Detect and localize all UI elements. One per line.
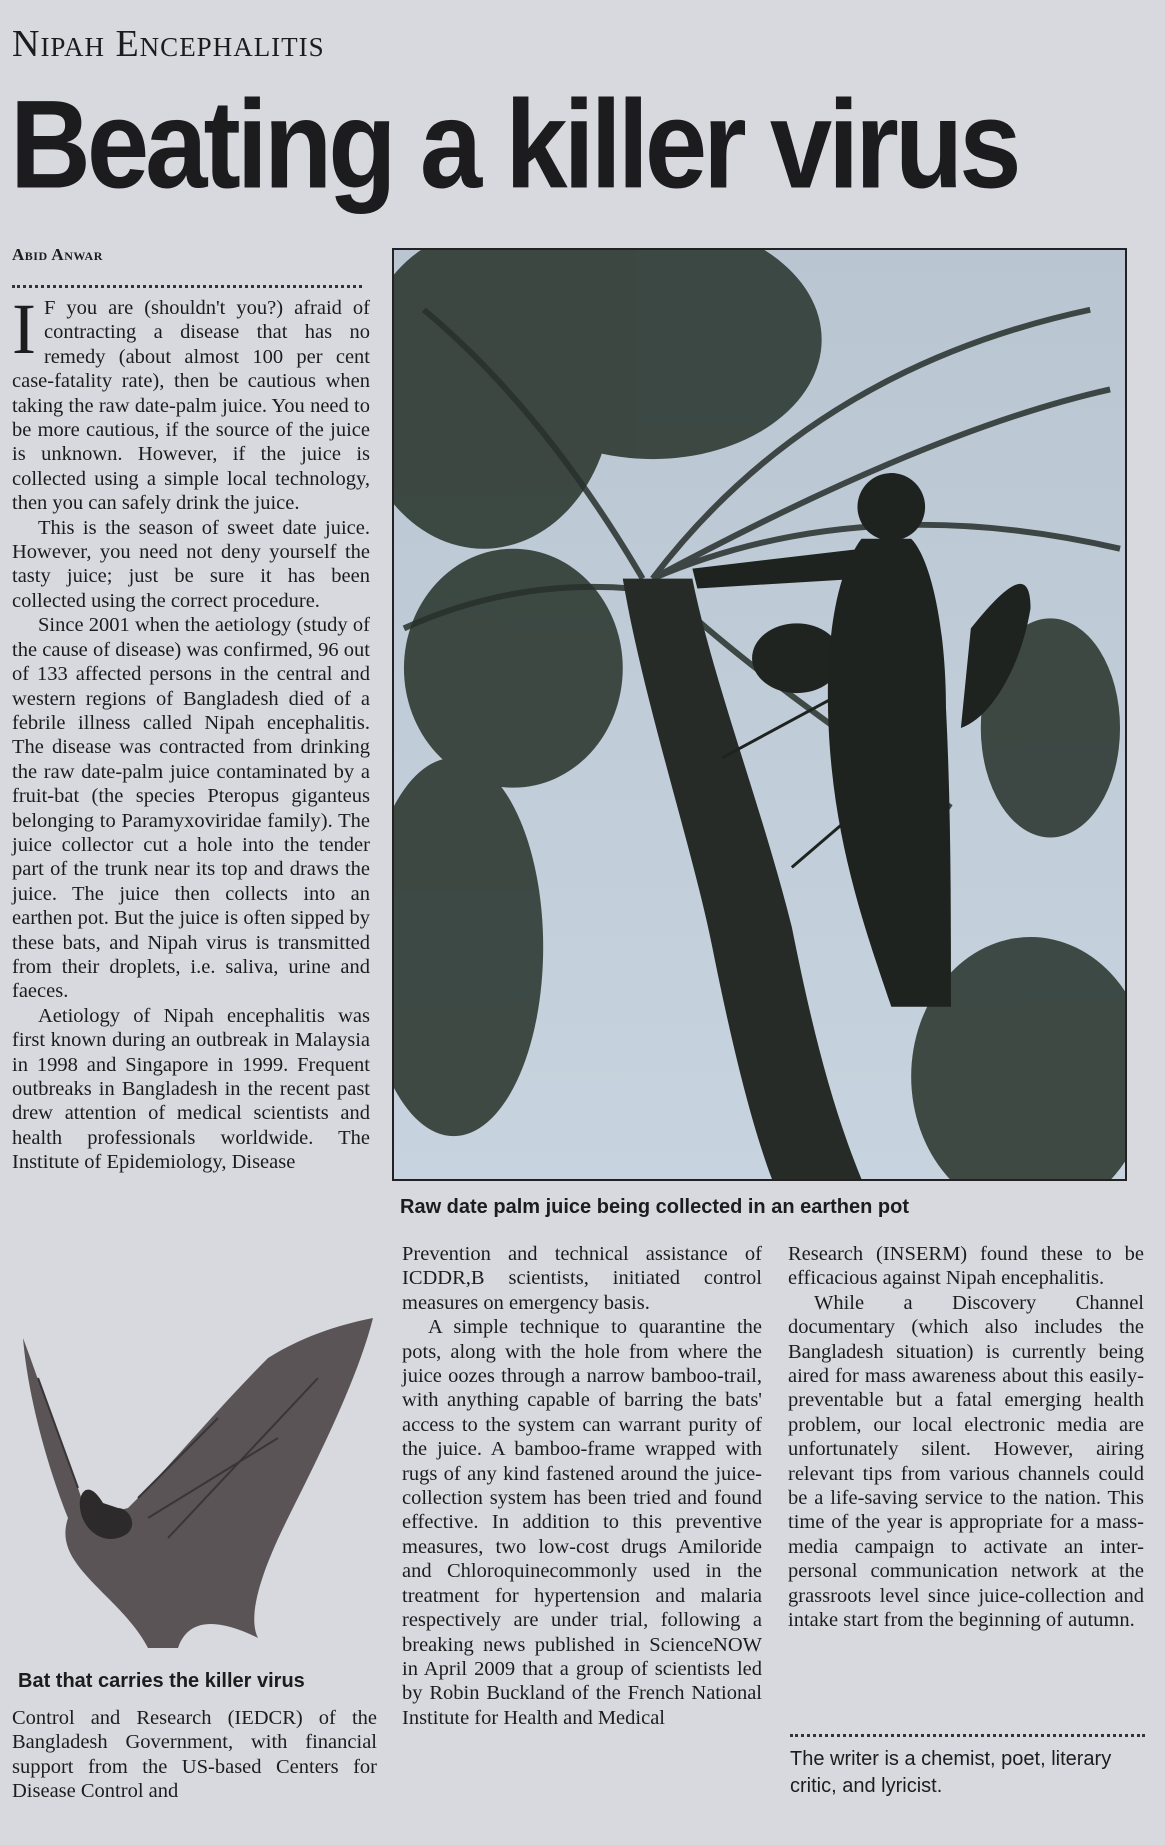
paragraph: A simple technique to quarantine the pots, along with the hole from where the juice oozes through a narrow bamboo-trail, with anything capable of barring the bats' access to the system can warrant purity of the juice. A bamboo-frame wrapped with rugs of any kind fastened around the juice-collection system has been tried and found effective. In addition to this preventive measures, two low-cost drugs Amiloride and Chloroquinecommonly used in the treatment for hypertension and malaria respectively are under trial, following a breaking news published in ScienceNOW in April 2009 that a group of scientists led by Robin Buckland of the French National Institute for Health and Medical [402, 1316, 762, 1729]
paragraph: Prevention and technical assistance of ICDDR,B scientists, initiated control measures on emergency basis. [402, 1243, 762, 1314]
column-3 [788, 1242, 1144, 1633]
paragraph: Aetiology of Nipah encephalitis was first known during an outbreak in Malaysia in 1998 and Singapore in 1999. Frequent outbreaks in Bangladesh in the recent past drew attention of medical scientists and health professionals worldwide. The Institute of Epidemiology, Disease [12, 1004, 370, 1174]
headline: Beating a killer virus [10, 74, 1018, 215]
paragraph: Control and Research (IEDCR) of the Bangladesh Government, with financial support from the US-based Centers for Disease Control and [12, 1707, 377, 1803]
bat-caption: Bat that carries the killer virus [18, 1670, 305, 1692]
column-2 [402, 1242, 762, 1730]
paragraph: Research (INSERM) found these to be efficacious against Nipah encephalitis. [788, 1243, 1144, 1290]
byline-rule [12, 285, 362, 288]
paragraph: Since 2001 when the aetiology (study of the cause of disease) was confirmed, 96 out of 133 affected persons in the central and western regions of Bangladesh died of a febrile illness called Nipah encephalitis. The disease was contracted from drinking the raw date-palm juice contaminated by a fruit-bat (the species Pteropus giganteus belonging to Paramyxoviridae family). The juice collector cut a hole into the tender part of the trunk near its top and draws the juice. The juice then collects into an earthen pot. But the juice is often sipped by these bats, and Nipah virus is transmitted from their droplets, i.e. saliva, urine and faeces. [12, 614, 370, 1003]
paragraph: This is the season of sweet date juice. However, you need not deny yourself the tasty juice; just be sure it has been collected using the correct procedure. [12, 516, 370, 612]
drop-cap: I [12, 289, 36, 369]
column-1-continued [12, 1706, 377, 1804]
lead-paragraph: I F you are (shouldn't you?) afraid of contracting a disease that has no remedy (about almost 100 per cent case-fatality rate), then be cautious when taking the raw date-palm juice. You need to be more cautious, if the source of the juice is unknown. However, if the juice is collected using a simple local technology, then you can safely drink the juice. [12, 289, 370, 515]
section-kicker: Nipah Encephalitis [12, 23, 325, 65]
paragraph: While a Discovery Channel documentary (which also includes the Bangladesh situation) is currently being aired for mass awareness about this easily-preventable but a fatal emerging health problem, our local electronic media are unfortunately silent. However, airing relevant tips from various channels could be a life-saving service to the nation. This time of the year is appropriate for a mass-media campaign to activate an inter-personal communication network at the grassroots level since juice-collection and intake start from the beginning of autumn. [788, 1291, 1144, 1632]
juice-collector-photo [394, 250, 1125, 1179]
byline: Abid Anwar [12, 245, 103, 264]
writer-bio: The writer is a chemist, poet, literary critic, and lyricist. [790, 1748, 1112, 1797]
fruit-bat-icon [18, 1318, 378, 1658]
photo-caption: Raw date palm juice being collected in an earthen pot [400, 1196, 909, 1218]
bat-illustration [18, 1318, 378, 1658]
column-1 [12, 289, 370, 1175]
bio-rule [790, 1734, 1145, 1737]
date-palm-photo [392, 248, 1127, 1181]
